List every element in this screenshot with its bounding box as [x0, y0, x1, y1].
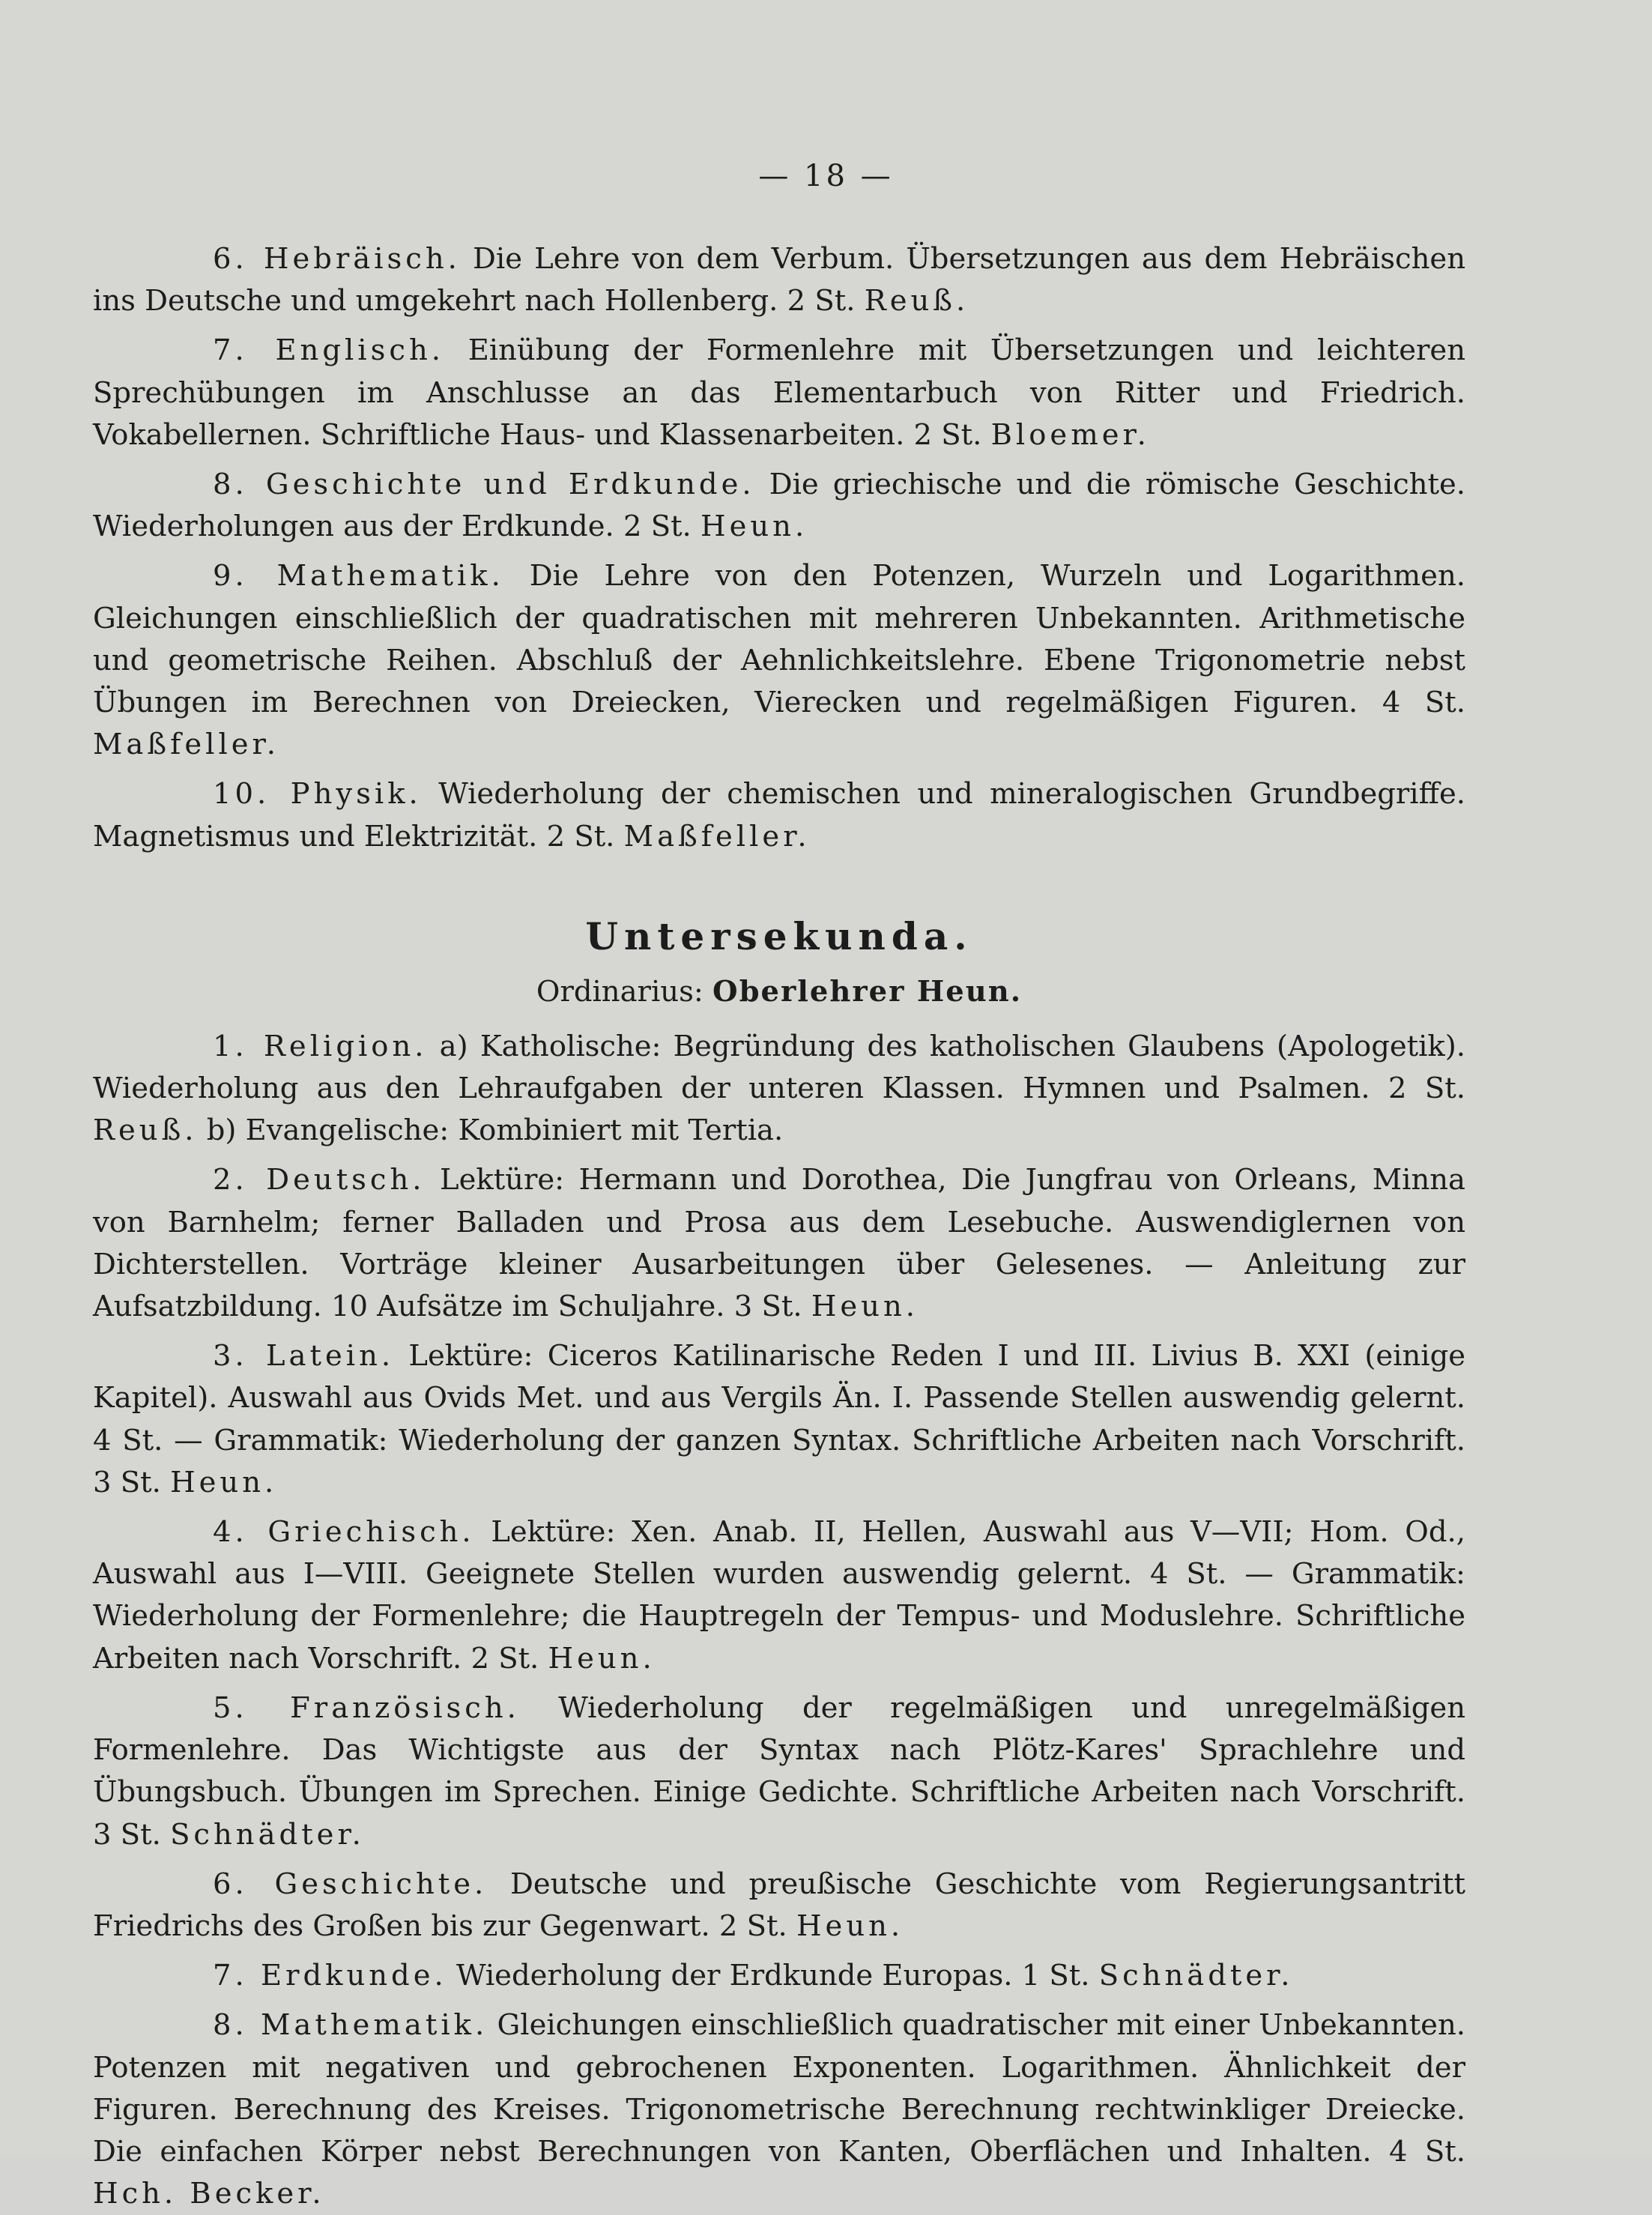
subject-text: Die Lehre von dem Verbum. Übersetzungen aus dem Hebräischen ins Deutsche und umgekehrt nach Hollenberg. 2 St.	[93, 242, 1465, 318]
teacher-name: Heun.	[796, 1909, 904, 1943]
subject-title: 9. Mathematik.	[213, 559, 504, 593]
ordinarius-name: Oberlehrer Heun.	[712, 974, 1023, 1009]
subject-text: Wiederholung der chemischen und mineralogischen Grundbegriffe. Magnetismus und Elektrizität. 2 St.	[93, 777, 1465, 853]
subject-title: 1. Religion.	[213, 1029, 428, 1063]
subject-paragraph	[93, 1026, 1465, 1152]
subject-text: Einübung der Formenlehre mit Übersetzungen und leichteren Sprechübungen im Anschlusse an das Elementarbuch von Ritter und Friedrich. Vokabellernen. Schriftliche Haus- und Klassenarbeiten. 2 St.	[93, 333, 1466, 452]
teacher-name: Schnädter.	[170, 1817, 365, 1852]
subject-paragraph	[93, 773, 1465, 857]
subject-paragraph	[93, 2004, 1465, 2215]
teacher-name: Maßfeller.	[93, 728, 279, 762]
subject-paragraph	[93, 1955, 1465, 1997]
teacher-name: Schnädter.	[1098, 1959, 1294, 1993]
subject-title: 6. Geschichte.	[213, 1867, 488, 1901]
subject-text: Lektüre: Hermann und Dorothea, Die Jungfrau von Orleans, Minna von Barnhelm; ferner Balladen und Prosa aus dem Lesebuche. Auswendiglernen von Dichterstellen. Vorträge kleiner Ausarbeitungen über Gelesenes. — Anleitung zur Aufsatzbildung. 10 Aufsätze im Schuljahre. 3 St.	[93, 1163, 1465, 1324]
subject-text: a) Katholische: Begründung des katholischen Glaubens (Apologetik). Wiederholung aus den Lehraufgaben der unteren Klassen. Hymnen und Psalmen. 2 St.	[93, 1029, 1465, 1106]
subject-title: 8. Geschichte und Erdkunde.	[213, 468, 755, 502]
upper-section	[93, 238, 1465, 858]
subject-paragraph	[93, 555, 1465, 766]
teacher-name: Heun.	[811, 1290, 919, 1324]
teacher-name: Bloemer.	[990, 417, 1150, 452]
subject-title: 7. Englisch.	[213, 333, 444, 368]
subject-text-continued: b) Evangelische: Kombiniert mit Tertia.	[197, 1113, 784, 1148]
subject-text: Gleichungen einschließlich quadratischer mit einer Unbekannten. Potenzen mit negativen und gebrochenen Exponenten. Logarithmen. Ähnlichkeit der Figuren. Berechnung des Kreises. Trigonometrische Berechnung rechtwinkliger Dreiecke. Die einfachen Körper nebst Berechnungen von Kanten, Oberflächen und Inhalten. 4 St.	[93, 2008, 1465, 2169]
subject-paragraph	[93, 1687, 1465, 1856]
teacher-name: Hch. Becker.	[93, 2177, 325, 2211]
subject-title: 5. Französisch.	[213, 1690, 520, 1725]
subject-text: Die Lehre von den Potenzen, Wurzeln und Logarithmen. Gleichungen einschließlich der quadratischen mit mehreren Unbekannten. Arithmetische und geometrische Reihen. Abschluß der Aehnlichkeitslehre. Ebene Trigonometrie nebst Übungen im Berechnen von Dreiecken, Vierecken und regelmäßigen Figuren. 4 St.	[93, 559, 1465, 720]
subject-title: 3. Latein.	[213, 1339, 395, 1374]
subject-paragraph	[93, 1159, 1465, 1328]
subject-text: Lektüre: Ciceros Katilinarische Reden I und III. Livius B. XXI (einige Kapitel). Auswahl aus Ovids Met. und aus Vergils Än. I. Passende Stellen auswendig gelernt. 4 St. — Grammatik: Wiederholung der ganzen Syntax. Schriftliche Arbeiten nach Vorschrift. 3 St.	[93, 1339, 1465, 1499]
subject-text: Die griechische und die römische Geschichte. Wiederholungen aus der Erdkunde. 2 St.	[93, 468, 1465, 544]
subject-paragraph	[93, 1511, 1465, 1680]
subject-text: Lektüre: Xen. Anab. II, Hellen, Auswahl aus V—VII; Hom. Od., Auswahl aus I—VIII. Geeignete Stellen wurden auswendig gelernt. 4 St. — Grammatik: Wiederholung der Formenlehre; die Hauptregeln der Tempus- und Moduslehre. Schriftliche Arbeiten nach Vorschrift. 2 St.	[93, 1515, 1465, 1675]
subject-text: Wiederholung der Erdkunde Europas. 1 St.	[447, 1959, 1099, 1993]
subject-title: 10. Physik.	[213, 777, 422, 812]
teacher-name: Heun.	[701, 510, 808, 544]
subject-paragraph	[93, 330, 1465, 456]
teacher-name: Heun.	[170, 1465, 278, 1499]
subject-title: 7. Erdkunde.	[213, 1959, 447, 1993]
subject-title: 8. Mathematik.	[213, 2008, 488, 2043]
subject-text: Wiederholung der regelmäßigen und unregelmäßigen Formenlehre. Das Wichtigste aus der Syntax nach Plötz-Kares' Sprachlehre und Übungsbuch. Übungen im Sprechen. Einige Gedichte. Schriftliche Arbeiten nach Vorschrift. 3 St.	[93, 1690, 1465, 1852]
ordinarius-label: Ordinarius:	[536, 974, 713, 1009]
lower-section	[93, 1026, 1465, 2215]
ordinarius-line	[93, 964, 1465, 1020]
subject-text: Deutsche und preußische Geschichte vom Regierungsantritt Friedrichs des Großen bis zur Gegenwart. 2 St.	[93, 1867, 1466, 1943]
teacher-name: Maßfeller.	[623, 819, 811, 853]
teacher-name: Heun.	[548, 1641, 656, 1675]
subject-title: 4. Griechisch.	[213, 1515, 475, 1550]
page-number: — 18 —	[758, 159, 894, 193]
subject-paragraph	[93, 238, 1465, 322]
teacher-name: Reuß.	[864, 284, 969, 318]
subject-title: 6. Hebräisch.	[213, 242, 461, 276]
page-content	[93, 238, 1465, 2215]
subject-paragraph	[93, 1864, 1465, 1947]
teacher-name: Reuß.	[93, 1113, 198, 1148]
section-heading: Untersekunda.	[585, 913, 973, 958]
subject-paragraph	[93, 1335, 1465, 1504]
subject-paragraph	[93, 464, 1465, 548]
subject-title: 2. Deutsch.	[213, 1163, 426, 1197]
